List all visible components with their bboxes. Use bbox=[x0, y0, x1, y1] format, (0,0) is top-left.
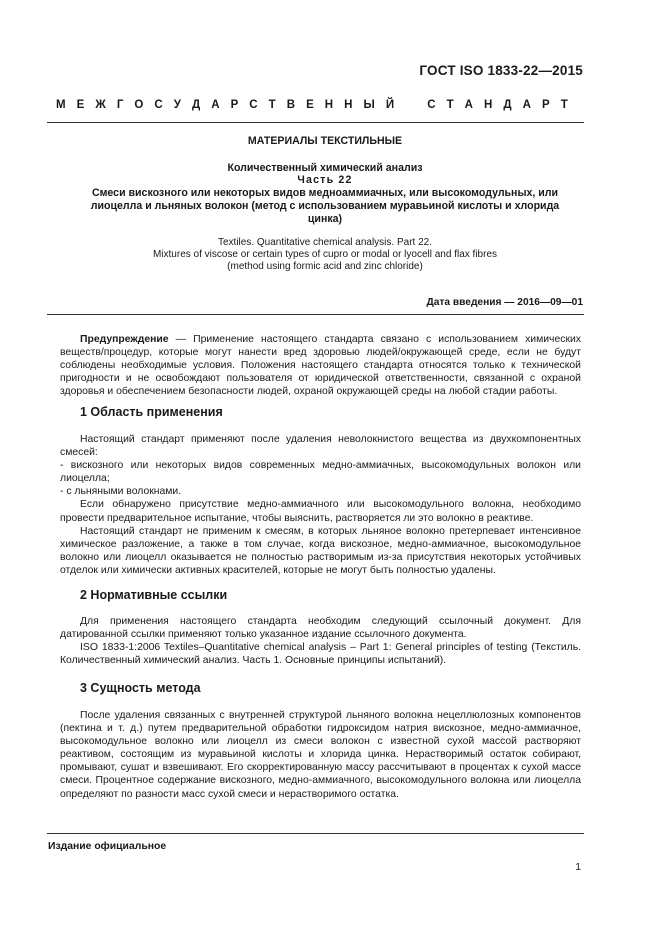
paragraph: - с льняными волокнами. bbox=[60, 486, 182, 498]
banner-letter: Н bbox=[344, 99, 353, 111]
page-number: 1 bbox=[575, 862, 581, 873]
section-3-title: 3 Сущность метода bbox=[80, 681, 201, 695]
paragraph: ISO 1833-1:2006 Textiles–Quantitative chemical analysis – Part 1: General principles of testing (Текстиль. Количественный химический анализ. Часть 1. Основные принципы испытаний). bbox=[60, 642, 581, 667]
english-title-line-1: Textiles. Quantitative chemical analysis. Part 22. bbox=[218, 237, 432, 248]
introduction-date: Дата введения — 2016—09—01 bbox=[426, 297, 583, 308]
banner-letter: Й bbox=[385, 99, 395, 111]
paragraph: Настоящий стандарт применяют после удаления неволокнистого вещества из двухкомпонентных смесей: bbox=[60, 434, 581, 459]
paragraph: Если обнаружено присутствие медно-аммиачного или высокомодульного волокна, необходимо провести предварительное испытание, чтобы выяснить, растворяется ли это волокно в реактиве. bbox=[60, 499, 581, 524]
top-divider bbox=[47, 122, 584, 123]
banner-letter: Д bbox=[191, 99, 201, 111]
banner-letter: А bbox=[211, 99, 220, 111]
document-code: ГОСТ ISO 1833-22—2015 bbox=[419, 63, 583, 78]
banner-letter: С bbox=[249, 99, 258, 111]
section-3-body bbox=[60, 709, 581, 801]
banner-letter: Р bbox=[542, 99, 550, 111]
paragraph: Настоящий стандарт не применим к смесям, в которых льняное волокно претерпевает интенсивное химическое разложение, а также в том случае, когда вискозное, медно-аммиачное, высокомодульное волокно или лиоцелл оказывается не полностью растворимым из-за присутствия некоторых устойчивых отделок или химически активных красителей, которые не могут быть полностью удалены. bbox=[60, 525, 581, 576]
standard-banner bbox=[56, 99, 568, 111]
banner-letter: Д bbox=[503, 99, 512, 111]
banner-letter: Т bbox=[446, 99, 454, 111]
warning-text: — Применение настоящего стандарта связано с использованием химических веществ/процедур, которые могут нанести вред здоровью людей/окружающей среде, если не будут соблюдены необходимые условия. Положения настоящего стандарта относятся только к технической пригодности и не освобождают пользователя от юридической ответственности, связанной с охраной здоровья и обеспечением безопасности людей, охраной окружающей среды на любой стадии работы. bbox=[60, 334, 581, 398]
banner-letter: Т bbox=[560, 99, 568, 111]
banner-letter: Г bbox=[116, 99, 124, 111]
banner-letter: Ж bbox=[95, 99, 106, 111]
english-title-line-3: (method using formic acid and zinc chloride) bbox=[227, 261, 423, 272]
section-2-title: 2 Нормативные ссылки bbox=[80, 588, 228, 602]
warning-label: Предупреждение bbox=[80, 334, 169, 345]
section-1-body bbox=[60, 433, 581, 577]
subtitle: Количественный химический анализ bbox=[227, 162, 423, 174]
official-edition-label: Издание официальное bbox=[48, 841, 167, 852]
description-line-1: Смеси вискозного или некоторых видов медноаммиачных, или высокомодульных, или bbox=[91, 187, 559, 199]
banner-letter: Е bbox=[306, 99, 314, 111]
warning-block bbox=[60, 333, 581, 398]
banner-letter: Н bbox=[324, 99, 334, 111]
banner-letter: Е bbox=[76, 99, 85, 111]
banner-letter: Ы bbox=[363, 99, 375, 111]
description-line-2: лиоцелла и льняных волокон (метод с использованием муравьиной кислоты и хлорида bbox=[90, 200, 560, 212]
banner-letter: Т bbox=[268, 99, 276, 111]
banner-letter: С bbox=[154, 99, 163, 111]
banner-letter: С bbox=[427, 99, 436, 111]
section-1-title: 1 Область применения bbox=[80, 405, 223, 419]
banner-letter: Н bbox=[484, 99, 493, 111]
banner-letter: У bbox=[173, 99, 181, 111]
footer-divider bbox=[47, 833, 584, 834]
banner-letter: О bbox=[134, 99, 144, 111]
banner-letter: А bbox=[464, 99, 473, 111]
main-title: МАТЕРИАЛЫ ТЕКСТИЛЬНЫЕ bbox=[247, 135, 403, 147]
banner-letter: А bbox=[522, 99, 531, 111]
paragraph: После удаления связанных с внутренней структурой льняного волокна нецеллюлозных компонентов (пектина и т. д.) путем предварительной обработки гидроксидом натрия вискозное, медно-аммиачное, высокомодульное волокно или лиоцелл из смеси волокон с известной сухой массой растворяют реактивом, состоящим из муравьиной кислоты и хлорида цинка. Нерастворимый остаток собирают, промывают, сушат и взвешивают. Его скорректированную массу рассчитывают в процентах к сухой массе смеси. Процентное содержание вискозного, медно-аммиачного, высокомодульного волокна или лиоцелла определяют по разности масс сухой смеси и нерастворимого остатка. bbox=[60, 710, 581, 800]
section-2-body bbox=[60, 615, 581, 667]
english-title-line-2: Mixtures of viscose or certain types of cupro or modal or lyocell and flax fibres bbox=[152, 249, 498, 260]
paragraph: - вискозного или некоторых видов современных медно-аммиачных, высокомодульных волокон или лиоцелла; bbox=[60, 460, 581, 485]
banner-letter: М bbox=[56, 99, 66, 111]
date-divider bbox=[47, 314, 584, 315]
paragraph: Для применения настоящего стандарта необходим следующий ссылочный документ. Для датированной ссылки применяют только указанное издание ссылочного документа. bbox=[60, 616, 581, 641]
banner-letter: Р bbox=[230, 99, 239, 111]
description-line-3: цинка) bbox=[307, 213, 343, 225]
part-label: Часть 22 bbox=[297, 174, 353, 186]
banner-letter: В bbox=[286, 99, 296, 111]
